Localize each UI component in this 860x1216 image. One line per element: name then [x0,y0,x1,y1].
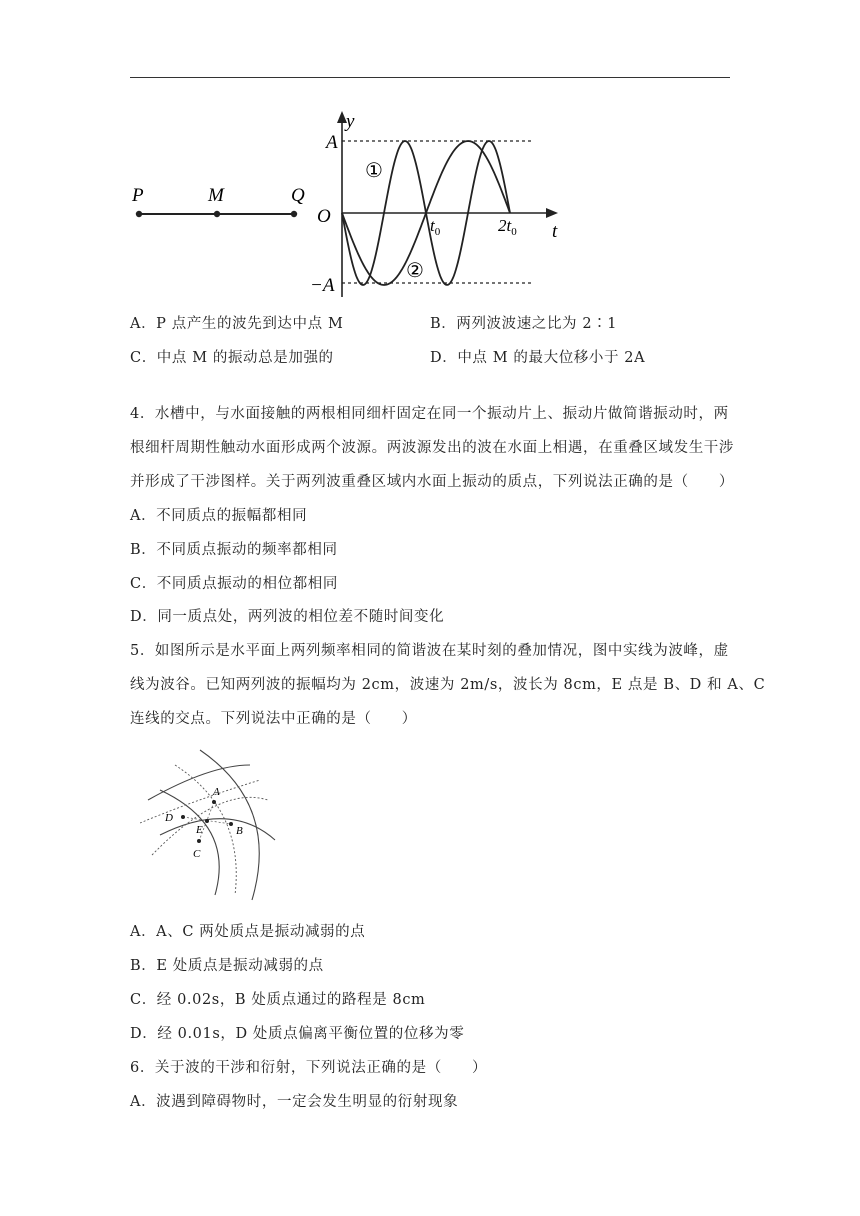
label-b: B [236,825,243,837]
point-e [205,819,209,823]
label-p: P [132,185,144,206]
point-q [291,211,297,217]
label-o: O [317,206,331,227]
label-curve-2: ② [406,260,424,282]
label-q: Q [291,185,305,206]
q4-stem-line-2: 根细杆周期性触动水面形成两个波源。两波源发出的波在水面上相遇，在重叠区域发生干涉 [130,440,734,456]
q3-option-c: C．中点 M 的振动总是加强的 [130,350,334,366]
q5-stem-line-2: 线为波谷。已知两列波的振幅均为 2cm，波速为 2m/s，波长为 8cm，E 点是 B、D 和 A、C [130,677,766,693]
label-neg-a: −A [310,275,335,296]
wave-graph-figure [120,105,590,305]
label-a: A [326,132,338,153]
label-y: y [346,111,355,132]
point-a [212,800,216,804]
label-e: E [196,824,203,836]
label-a: A [213,786,220,798]
q5-option-c: C．经 0.02s，B 处质点通过的路程是 8cm [130,992,426,1008]
q5-option-a: A．A、C 两处质点是振动减弱的点 [130,924,366,940]
q4-option-a: A．不同质点的振幅都相同 [130,508,308,524]
q3-option-b: B．两列波波速之比为 2∶1 [430,316,618,332]
point-c [197,839,201,843]
q5-stem-line-3: 连线的交点。下列说法中正确的是（ ） [130,711,417,727]
q4-option-b: B．不同质点振动的频率都相同 [130,542,338,558]
q5-option-b: B．E 处质点是振动减弱的点 [130,958,324,974]
point-m [214,211,220,217]
q5-stem-line-1: 5．如图所示是水平面上两列频率相同的简谐波在某时刻的叠加情况，图中实线为波峰，虚 [130,643,729,659]
q6-stem-line-1: 6．关于波的干涉和衍射，下列说法正确的是（ ） [130,1060,488,1076]
q3-option-d: D．中点 M 的最大位移小于 2A [430,350,646,366]
t-axis-arrow [546,208,558,218]
point-p [136,211,142,217]
label-t0: $t_0$ [430,216,441,238]
label-d: D [165,812,173,824]
q6-option-a: A．波遇到障碍物时，一定会发生明显的衍射现象 [130,1094,459,1110]
interference-figure [140,745,280,905]
header-rule [130,77,730,78]
label-t: t [552,221,558,242]
q4-stem-line-1: 4．水槽中，与水面接触的两根相同细杆固定在同一个振动片上、振动片做简谐振动时，两 [130,406,729,422]
point-d [181,815,185,819]
label-2t0: $2t_0$ [498,216,517,238]
label-c: C [193,848,201,860]
q3-option-a: A．P 点产生的波先到达中点 M [130,316,344,332]
q5-option-d: D．经 0.01s，D 处质点偏离平衡位置的位移为零 [130,1026,465,1042]
label-curve-1: ① [365,160,383,182]
point-b [229,822,233,826]
q4-stem-line-3: 并形成了干涉图样。关于两列波重叠区域内水面上振动的质点，下列说法正确的是（ ） [130,474,734,490]
q4-option-c: C．不同质点振动的相位都相同 [130,576,338,592]
q4-option-d: D．同一质点处，两列波的相位差不随时间变化 [130,609,445,625]
label-m: M [208,185,224,206]
